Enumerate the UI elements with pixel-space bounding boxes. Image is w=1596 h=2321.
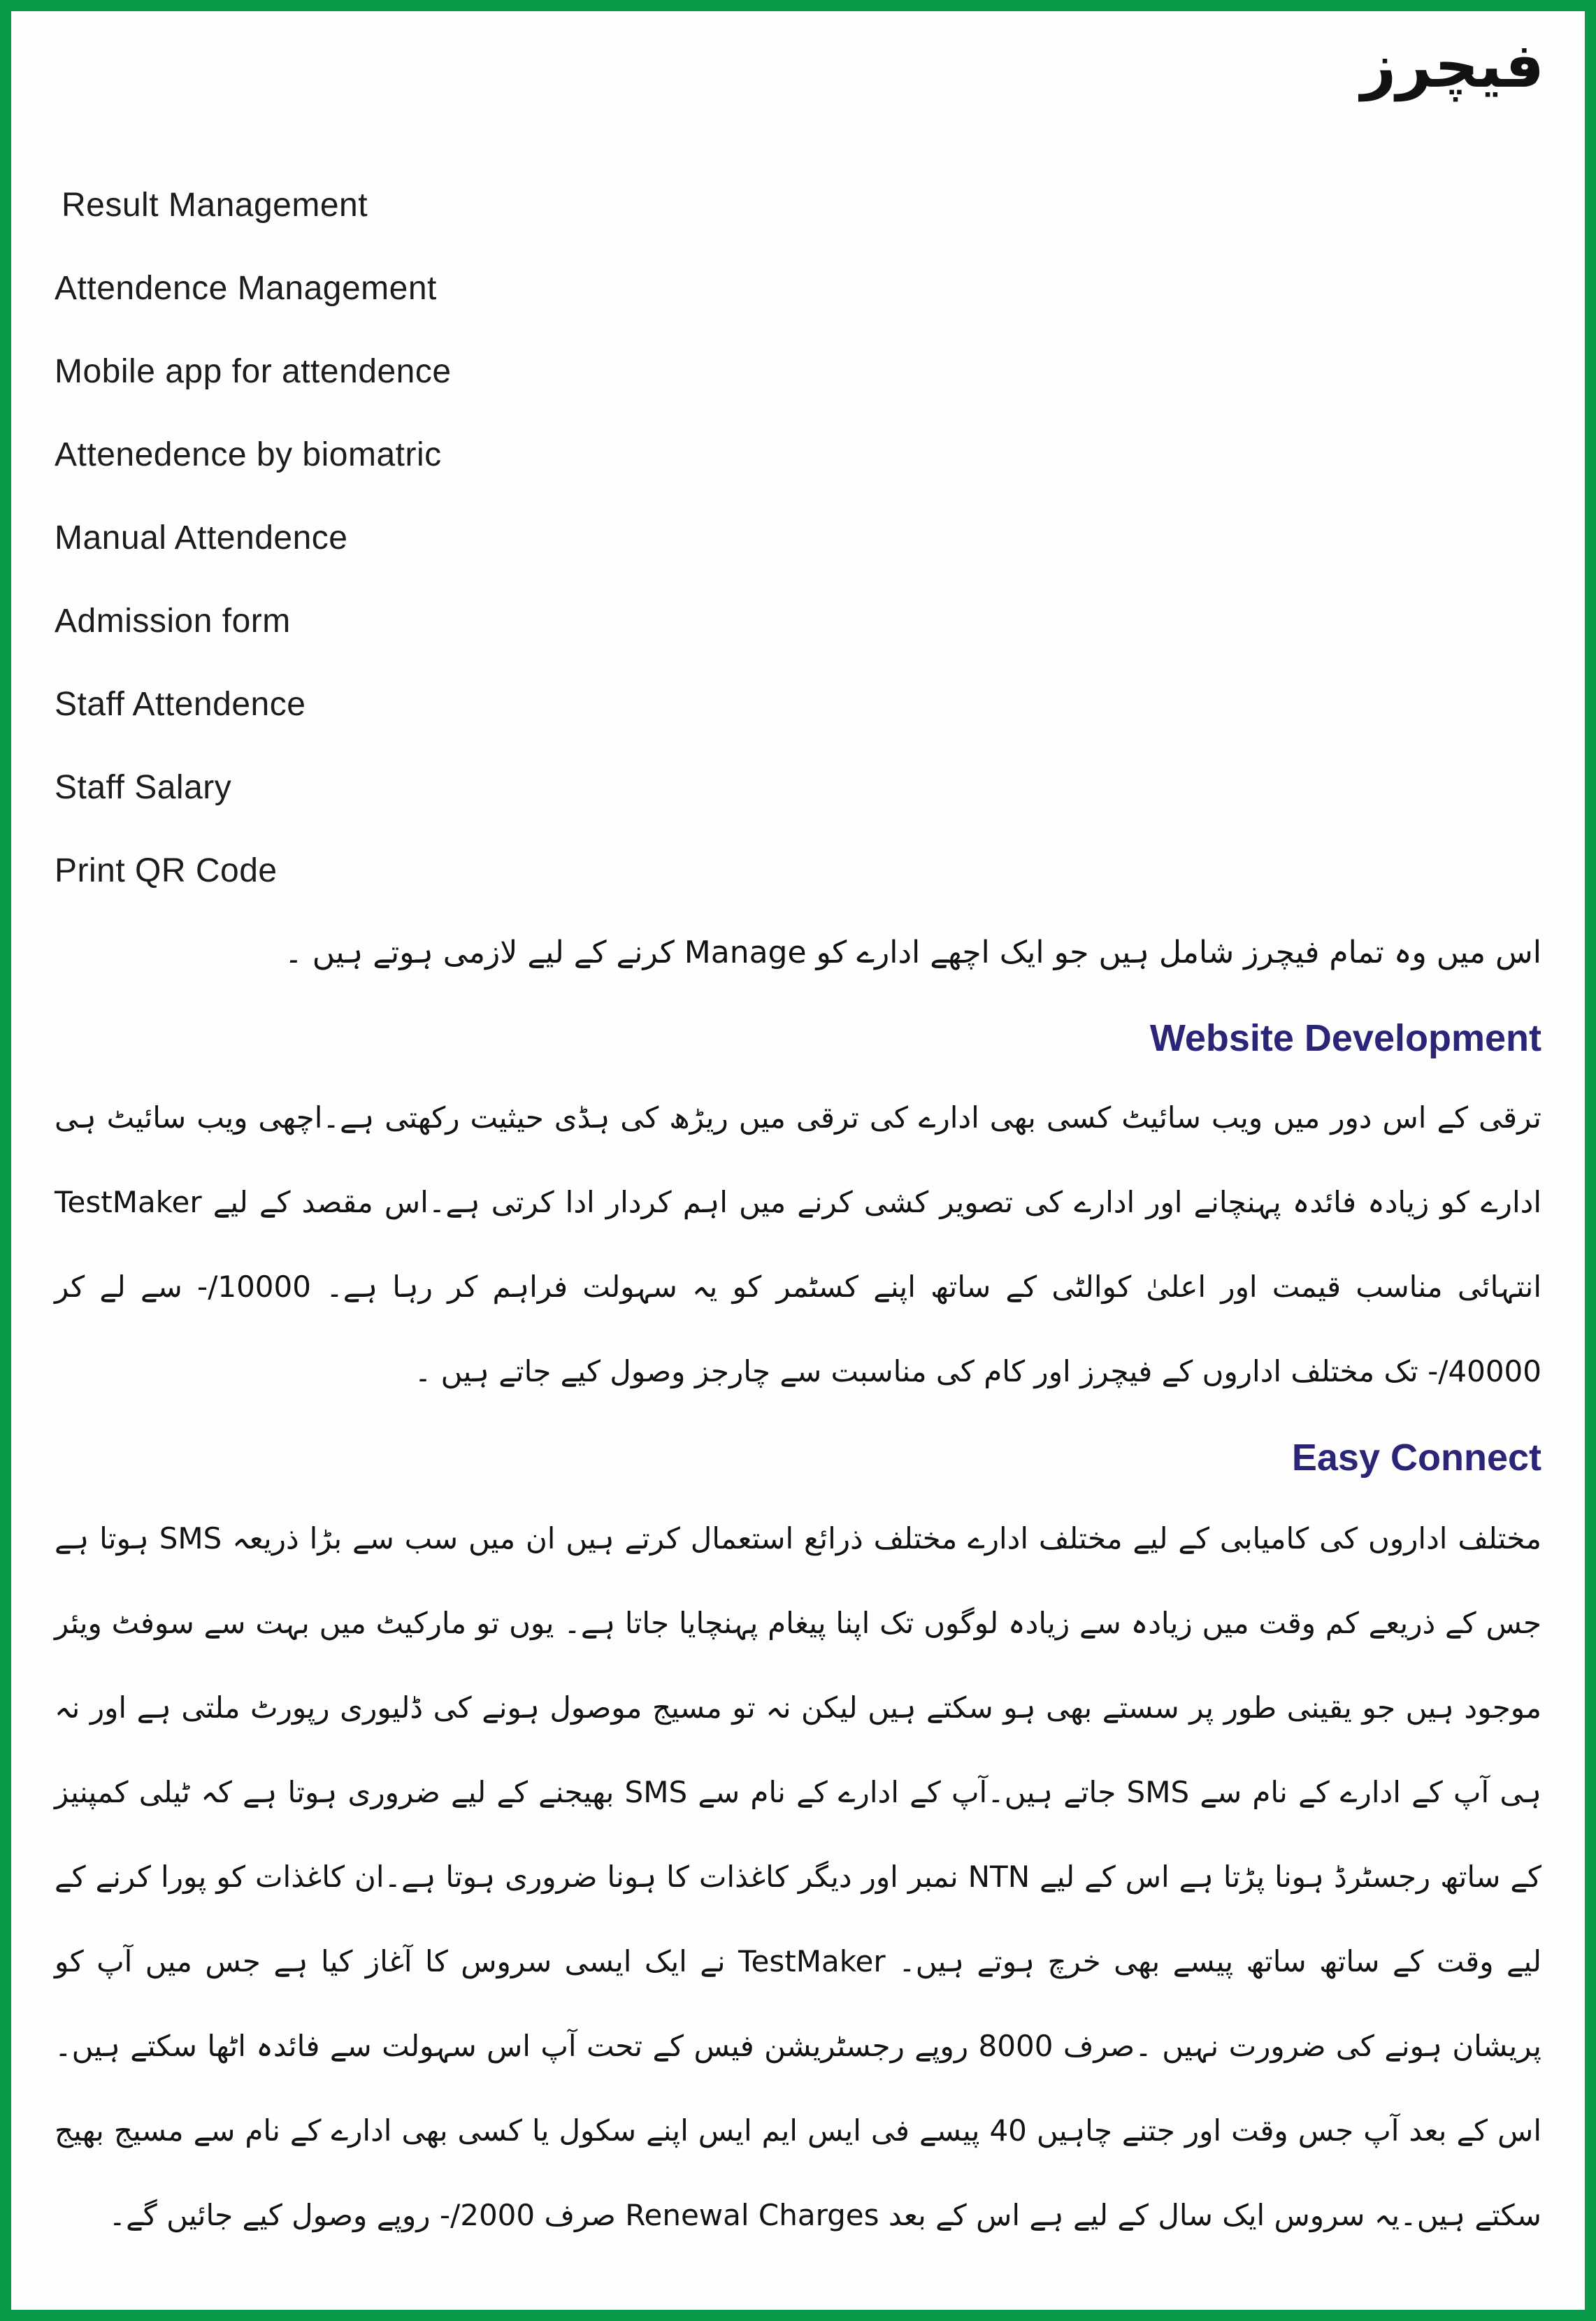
easy-connect-paragraph: مختلف اداروں کی کامیابی کے لیے مختلف ادارے مختلف ذرائع استعمال کرتے ہیں ان میں سب سے بڑا ذریعہ SMS ہوتا ہے جس کے ذریعے کم وقت میں زیادہ سے زیادہ لوگوں تک اپنا پیغام پہنچایا جاتا ہے۔ یوں تو مارکیٹ میں بہت سے سوفٹ ویئر موجود ہیں جو یقینی طور پر سستے بھی ہو سکتے ہیں لیکن نہ تو مسیج موصول ہونے کی ڈلیوری رپورٹ ملتی ہے اور نہ ہی آپ کے ادارے کے نام سے SMS جاتے ہیں۔آپ کے ادارے کے نام سے SMS بھیجنے کے لیے ضروری ہوتا ہے کہ ٹیلی کمپنیز کے ساتھ رجسٹرڈ ہونا پڑتا ہے اس کے لیے NTN نمبر اور دیگر کاغذات کا ہونا ضروری ہوتا ہے۔ان کاغذات کو پورا کرنے کے لیے وقت کے ساتھ ساتھ پیسے بھی خرچ ہوتے ہیں۔ TestMaker نے ایک ایسی سروس کا آغاز کیا ہے جس میں آپ کو پریشان ہونے کی ضرورت نہیں ۔صرف 8000 روپے رجسٹریشن فیس کے تحت آپ اس سہولت سے فائدہ اٹھا سکتے ہیں۔اس کے بعد آپ جس وقت اور جتنے چاہیں 40 پیسے فی ایس ایم ایس اپنے سکول یا کسی بھی ادارے کے نام سے مسیج بھیج سکتے ہیں۔یہ سروس ایک سال کے لیے ہے اس کے بعد Renewal Charges صرف 2000/- روپے وصول کیے جائیں گے۔ [55,1521,1542,2232]
easy-connect-heading: Easy Connect [1291,1437,1541,1479]
feature-item-attendence-management: Attendence Management [55,270,437,307]
feature-item-staff-salary: Staff Salary [55,769,232,806]
feature-item-biometric-attendence: Attenedence by biomatric [55,436,442,473]
feature-item-admission-form: Admission form [55,603,291,640]
page-title-urdu: فیچرز [1360,29,1544,101]
feature-item-mobile-app: Mobile app for attendence [55,353,452,390]
website-development-heading: Website Development [1149,1017,1541,1059]
website-development-paragraph: ترقی کے اس دور میں ویب سائیٹ کسی بھی ادارے کی ترقی میں ریڑھ کی ہڈی حیثیت رکھتی ہے۔اچھی ویب سائیٹ ہی ادارے کو زیادہ فائدہ پہنچانے اور ادارے کی تصویر کشی کرنے میں اہم کردار ادا کرتی ہے۔اس مقصد کے لیے TestMaker انتہائی مناسب قیمت اور اعلیٰ کوالٹی کے ساتھ اپنے کسٹمر کو یہ سہولت فراہم کر رہا ہے۔ 10000/- سے لے کر 40000/- تک مختلف اداروں کے فیچرز اور کام کی مناسبت سے چارجز وصول کیے جاتے ہیں ۔ [55,1100,1542,1388]
feature-item-manual-attendence: Manual Attendence [55,519,348,556]
feature-item-print-qr-code: Print QR Code [55,852,278,889]
intro-paragraph: اس میں وہ تمام فیچرز شامل ہیں جو ایک اچھے ادارے کو Manage کرنے کے لیے لازمی ہوتے ہیں ۔ [284,935,1541,970]
features-list [55,164,452,912]
feature-item-staff-attendence: Staff Attendence [55,686,306,723]
feature-item-result-management: Result Management [62,187,368,224]
